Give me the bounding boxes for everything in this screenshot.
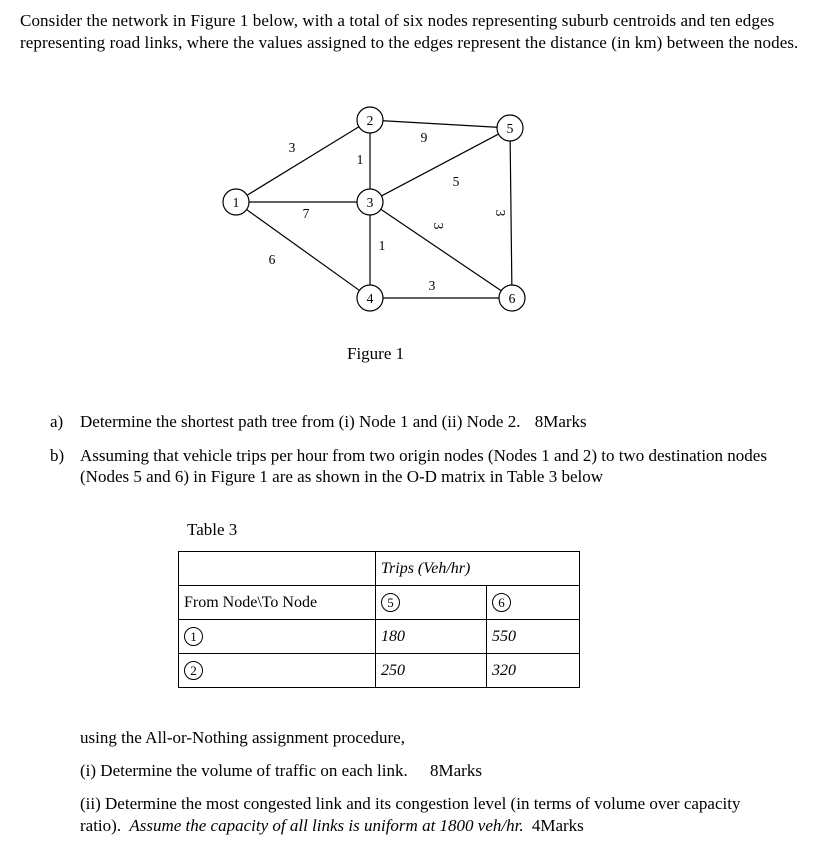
- part-ii: [80, 793, 760, 837]
- origin-cell-2: [179, 654, 376, 688]
- dest-node-5: 5: [381, 593, 400, 612]
- table-title: Table 3: [187, 520, 238, 539]
- edge-label-3-6: 3: [431, 222, 446, 230]
- question-a-text: Determine the shortest path tree from (i) Node 1 and (ii) Node 2.: [80, 412, 521, 431]
- edge-label-1-3: 7: [302, 206, 310, 221]
- network-figure: [200, 98, 540, 328]
- edge-5-6: [510, 141, 512, 285]
- table-dest-row: [179, 586, 580, 620]
- node-label-5: 5: [506, 121, 514, 136]
- edge-label-2-3: 1: [356, 152, 364, 167]
- edge-1-4: [247, 210, 360, 291]
- origin-node-1: 1: [184, 627, 203, 646]
- table-header-row: [179, 552, 580, 586]
- table-row: [179, 654, 580, 688]
- origin-node-2: 2: [184, 661, 203, 680]
- question-a-label: a): [50, 412, 64, 431]
- trips-1-6: 550: [487, 620, 580, 654]
- dest-node-6: 6: [492, 593, 511, 612]
- question-b-text: Assuming that vehicle trips per hour from two origin nodes (Nodes 1 and 2) to two destination nodes (Nodes 5 and 6) in Figure 1 are as shown in the O-D matrix in Table 3 below: [80, 446, 767, 486]
- figure-caption: Figure 1: [347, 344, 405, 363]
- edge-label-4-6: 3: [428, 278, 436, 293]
- part-ii-text: (ii) Determine the most congested link and its congestion level (in terms of volume over capacity ratio).: [80, 794, 741, 835]
- node-label-1: 1: [232, 195, 240, 210]
- trips-2-6: 320: [487, 654, 580, 688]
- intro-paragraph: Consider the network in Figure 1 below, with a total of six nodes representing suburb centroids and ten edges representing road links, where the values assigned to the edges represent the distance (in km) between the nodes.: [20, 11, 799, 52]
- edge-3-5: [381, 134, 498, 196]
- edge-3-6: [378, 209, 501, 290]
- question-a-marks: 8Marks: [534, 412, 587, 431]
- question-b-label: b): [50, 446, 65, 465]
- edge-1-2: [247, 127, 359, 195]
- edge-label-1-2: 3: [288, 140, 296, 155]
- origin-cell-1: [179, 620, 376, 654]
- procedure-line: using the All-or-Nothing assignment procedure,: [80, 728, 405, 747]
- edge-label-3-5: 5: [452, 174, 460, 189]
- part-i-marks: 8Marks: [430, 761, 482, 780]
- trips-2-5: 250: [376, 654, 487, 688]
- part-i: [80, 760, 482, 782]
- od-matrix-table: [178, 551, 580, 688]
- part-i-text: (i) Determine the volume of traffic on each link.: [80, 761, 408, 780]
- edge-label-3-4: 1: [378, 238, 386, 253]
- trips-header: Trips (Veh/hr): [376, 552, 580, 586]
- edge-2-5: [383, 121, 497, 128]
- edge-label-2-5: 9: [420, 130, 428, 145]
- node-label-2: 2: [366, 113, 374, 128]
- node-label-4: 4: [366, 291, 374, 306]
- row-col-label: From Node\To Node: [179, 586, 376, 620]
- edge-label-5-6: 3: [493, 209, 508, 217]
- edge-label-1-4: 6: [268, 252, 276, 267]
- part-ii-marks: 4Marks: [531, 816, 584, 835]
- dest-cell-6: [487, 586, 580, 620]
- node-label-3: 3: [366, 195, 374, 210]
- table-corner-cell: [179, 552, 376, 586]
- dest-cell-5: [376, 586, 487, 620]
- table-row: [179, 620, 580, 654]
- node-label-6: 6: [508, 291, 516, 306]
- part-ii-assumption: Assume the capacity of all links is uniform at 1800 veh/hr.: [129, 816, 524, 835]
- trips-1-5: 180: [376, 620, 487, 654]
